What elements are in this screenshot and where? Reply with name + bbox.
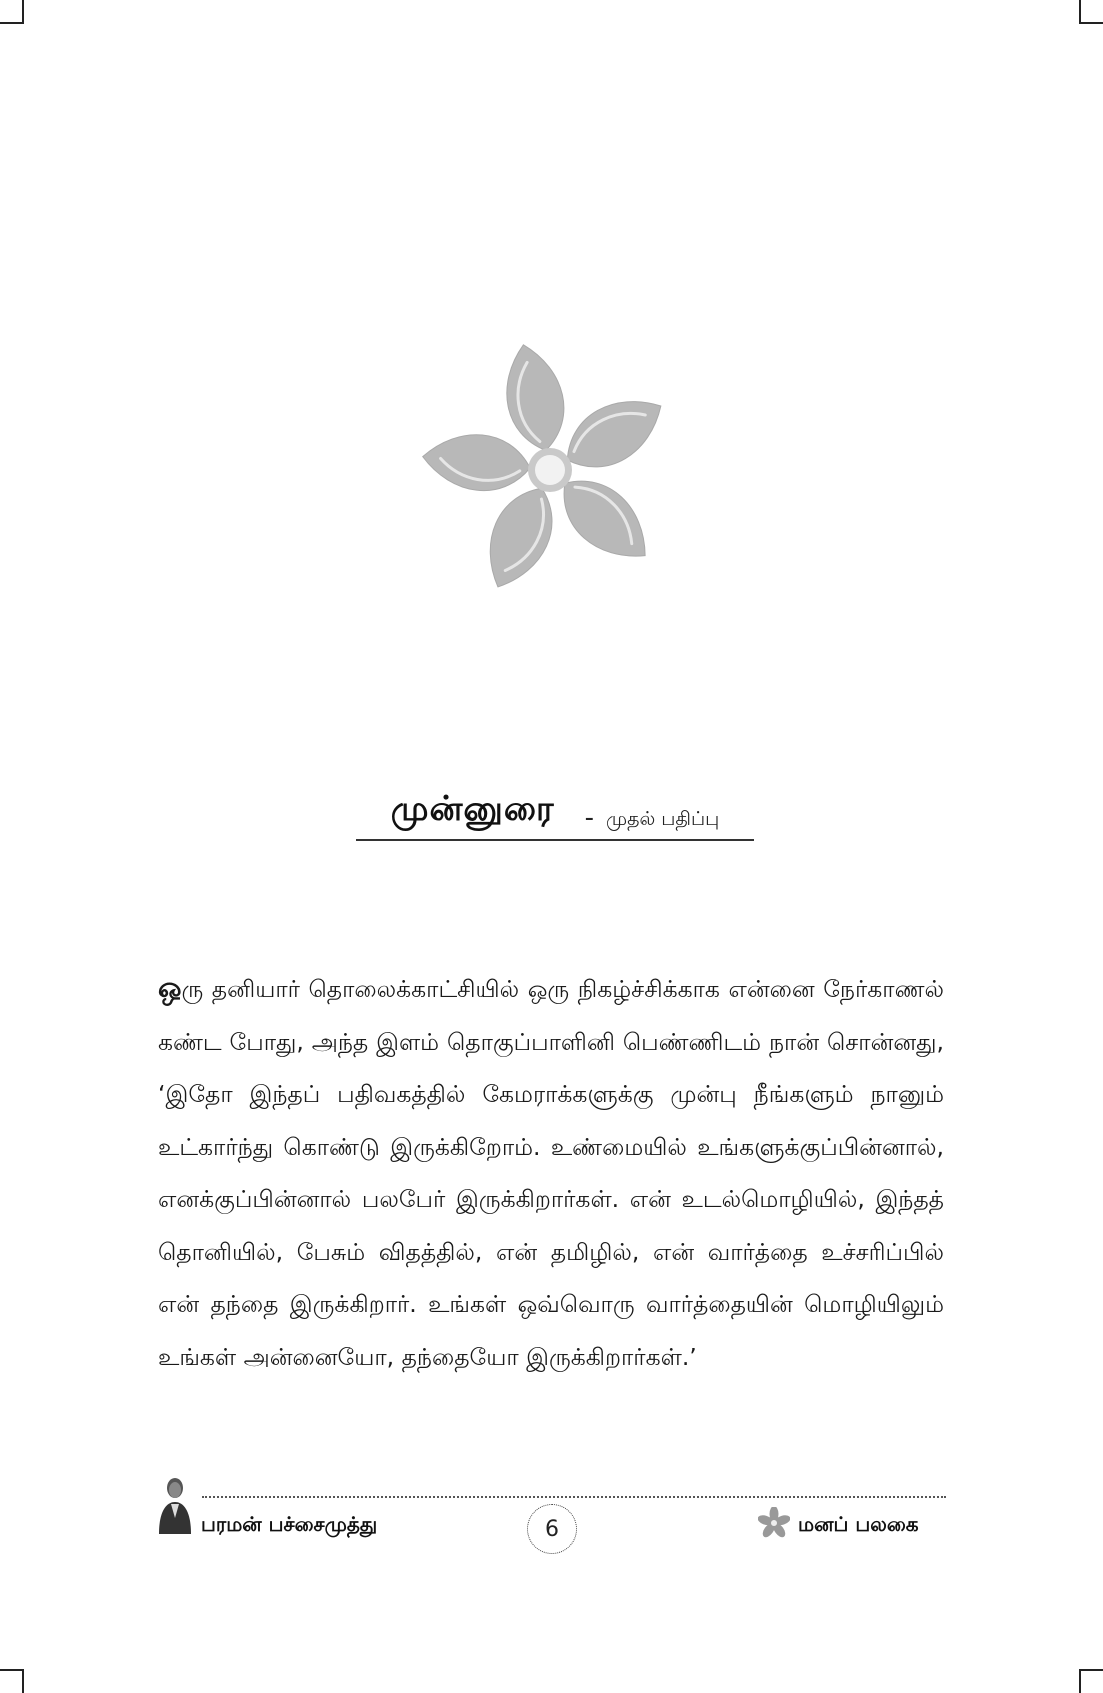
footer-author-name: பரமன் பச்சைமுத்து <box>201 1512 378 1536</box>
flower-ornament-icon <box>415 335 685 605</box>
crop-mark-top-left <box>0 0 24 24</box>
preface-paragraph <box>158 962 944 1383</box>
flower-logo-icon <box>758 1507 790 1539</box>
author-photo-icon <box>155 1474 195 1534</box>
heading-title: முன்னுரை <box>390 789 555 829</box>
crop-mark-top-right <box>1079 0 1103 24</box>
page-number: 6 <box>527 1504 577 1554</box>
drop-letter: ஒ <box>158 971 182 1004</box>
preface-heading <box>356 785 754 841</box>
crop-mark-bottom-left <box>0 1669 24 1693</box>
footer-book-title: மனப் பலகை <box>798 1512 919 1536</box>
footer-divider <box>202 1496 946 1498</box>
heading-dash: - <box>584 803 594 833</box>
paragraph-text: ரு தனியார் தொலைக்காட்சியில் ஒரு நிகழ்ச்சிக்காக என்னை நேர்காணல் கண்ட போது, அந்த இளம் தொகுப்பாளினி பெண்ணிடம் நான் சொன்னது, ‘இதோ இந்தப் பதிவகத்தில் கேமராக்களுக்கு முன்பு நீங்களும் நானும் உட்கார்ந்து கொண்டு இருக்கிறோம். உண்மையில் உங்களுக்குப்பின்னால், எனக்குப்பின்னால் பலபேர் இருக்கிறார்கள். என் உடல்மொழியில், இந்தத் தொனியில், பேசும் விதத்தில், என் தமிழில், என் வார்த்தை உச்சரிப்பில் என் தந்தை இருக்கிறார். உங்கள் ஒவ்வொரு வார்த்தையின் மொழியிலும் உங்கள் அன்னையோ, தந்தையோ இருக்கிறார்கள்.’ <box>158 975 944 1371</box>
crop-mark-bottom-right <box>1079 1669 1103 1693</box>
heading-subtitle: முதல் பதிப்பு <box>606 808 720 830</box>
